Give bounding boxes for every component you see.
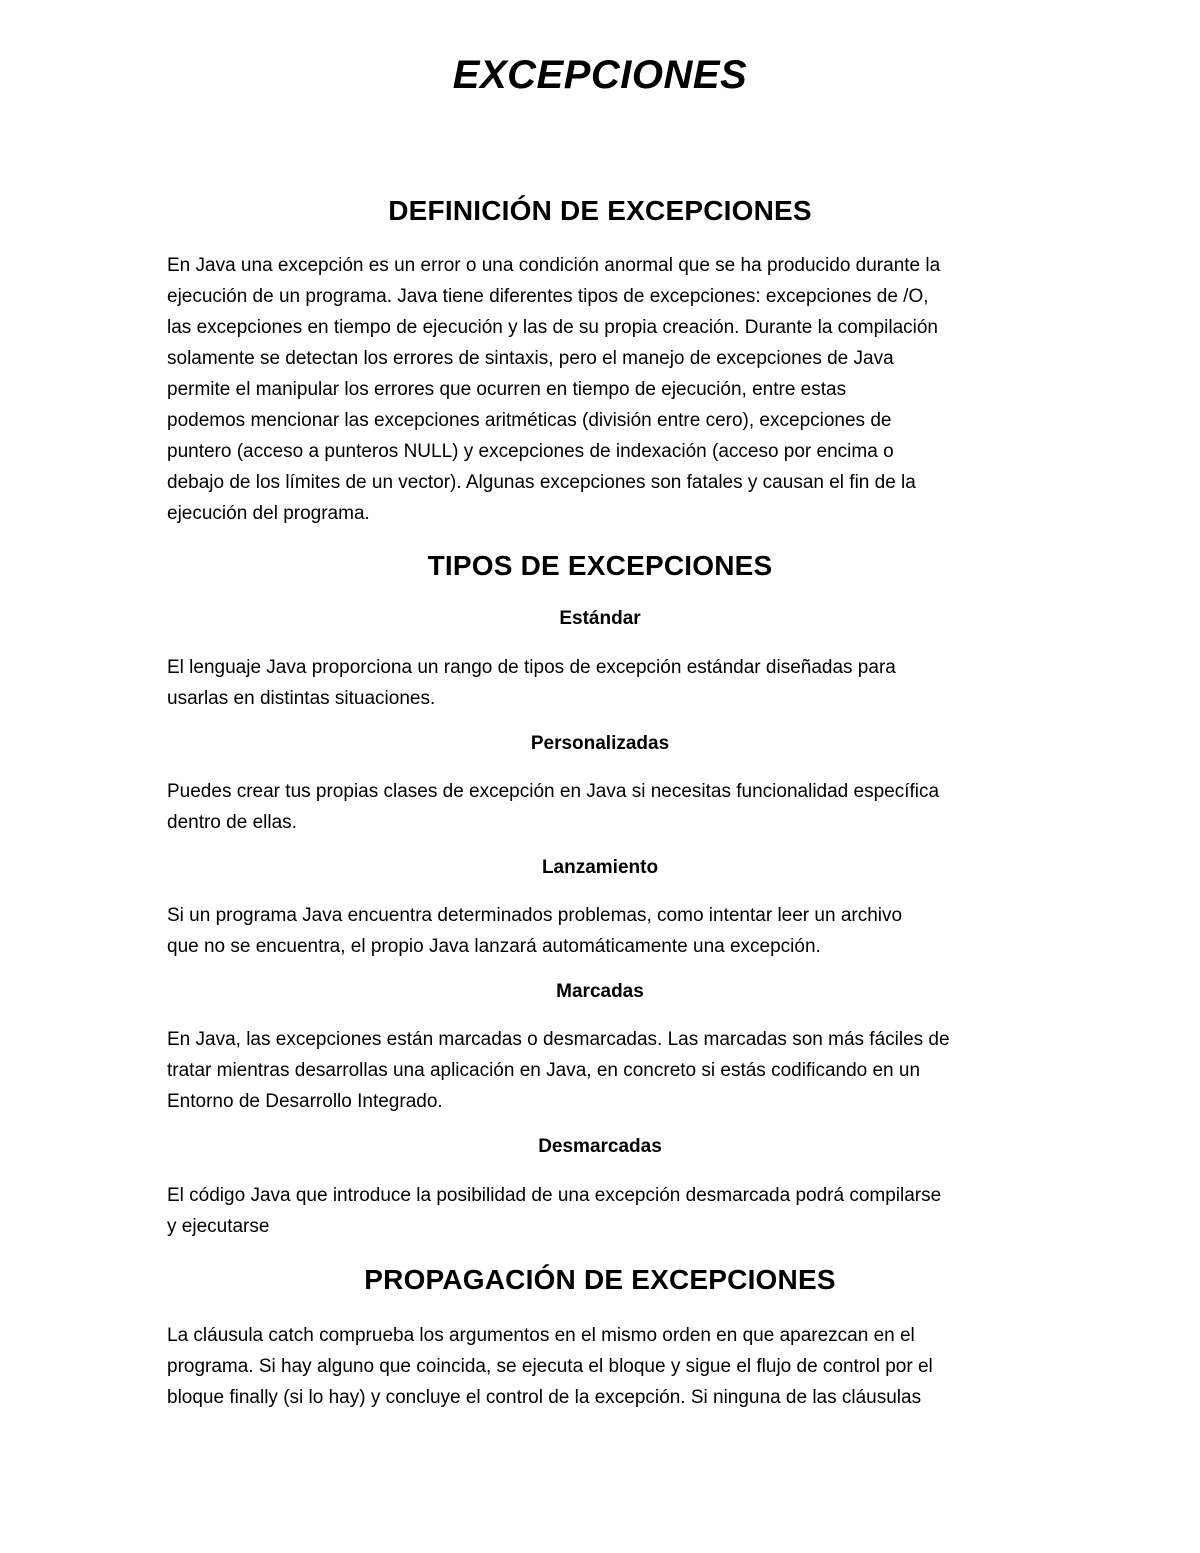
- text-line: El lenguaje Java proporciona un rango de tipos de excepción estándar diseñadas para: [167, 657, 896, 678]
- section-heading-tipos: TIPOS DE EXCEPCIONES: [427, 550, 773, 581]
- text-line: Si un programa Java encuentra determinados problemas, como intentar leer un archivo: [167, 905, 903, 926]
- paragraph-definicion: [167, 250, 1033, 529]
- text-line: ejecución de un programa. Java tiene diferentes tipos de excepciones: excepciones de /O,: [167, 286, 929, 307]
- paragraph-propagacion: [167, 1320, 1033, 1413]
- text-line: debajo de los límites de un vector). Algunas excepciones son fatales y causan el fin de la: [167, 472, 916, 493]
- subsection-title-marcadas: Marcadas: [556, 981, 644, 1002]
- text-line: En Java, las excepciones están marcadas o desmarcadas. Las marcadas son más fáciles de: [167, 1029, 950, 1050]
- text-line: programa. Si hay alguno que coincida, se ejecuta el bloque y sigue el flujo de control por el: [167, 1356, 933, 1377]
- text-line: El código Java que introduce la posibilidad de una excepción desmarcada podrá compilarse: [167, 1185, 942, 1206]
- paragraph-lanzamiento: [167, 900, 1033, 962]
- text-line: Puedes crear tus propias clases de excepción en Java si necesitas funcionalidad específica: [167, 781, 940, 802]
- text-line: permite el manipular los errores que ocurren en tiempo de ejecución, entre estas: [167, 379, 847, 400]
- paragraph-desmarcadas: [167, 1180, 1033, 1242]
- subsection-title-estandar: Estándar: [559, 608, 641, 629]
- paragraph-estandar: [167, 652, 1033, 714]
- text-line: La cláusula catch comprueba los argumentos en el mismo orden en que aparezcan en el: [167, 1325, 915, 1346]
- paragraph-personalizadas: [167, 776, 1033, 838]
- text-line: tratar mientras desarrollas una aplicación en Java, en concreto si estás codificando en un: [167, 1060, 921, 1081]
- text-line: puntero (acceso a punteros NULL) y excepciones de indexación (acceso por encima o: [167, 441, 894, 462]
- section-heading-definicion: DEFINICIÓN DE EXCEPCIONES: [388, 195, 812, 226]
- text-line: y ejecutarse: [167, 1216, 270, 1237]
- section-heading-propagacion: PROPAGACIÓN DE EXCEPCIONES: [364, 1264, 836, 1295]
- paragraph-marcadas: [167, 1024, 1033, 1117]
- text-line: usarlas en distintas situaciones.: [167, 688, 436, 709]
- text-line: solamente se detectan los errores de sintaxis, pero el manejo de excepciones de Java: [167, 348, 894, 369]
- text-line: que no se encuentra, el propio Java lanzará automáticamente una excepción.: [167, 936, 821, 957]
- text-line: En Java una excepción es un error o una condición anormal que se ha producido durante la: [167, 255, 941, 276]
- text-line: las excepciones en tiempo de ejecución y las de su propia creación. Durante la compilación: [167, 317, 938, 338]
- text-line: Entorno de Desarrollo Integrado.: [167, 1091, 443, 1112]
- text-line: ejecución del programa.: [167, 503, 370, 524]
- subsection-title-desmarcadas: Desmarcadas: [538, 1136, 662, 1157]
- text-line: bloque finally (si lo hay) y concluye el control de la excepción. Si ninguna de las cláusulas: [167, 1387, 922, 1408]
- subsection-title-personalizadas: Personalizadas: [530, 733, 670, 754]
- subsection-title-lanzamiento: Lanzamiento: [541, 857, 659, 878]
- text-line: dentro de ellas.: [167, 812, 297, 833]
- document-title: EXCEPCIONES: [452, 53, 748, 97]
- text-line: podemos mencionar las excepciones aritméticas (división entre cero), excepciones de: [167, 410, 892, 431]
